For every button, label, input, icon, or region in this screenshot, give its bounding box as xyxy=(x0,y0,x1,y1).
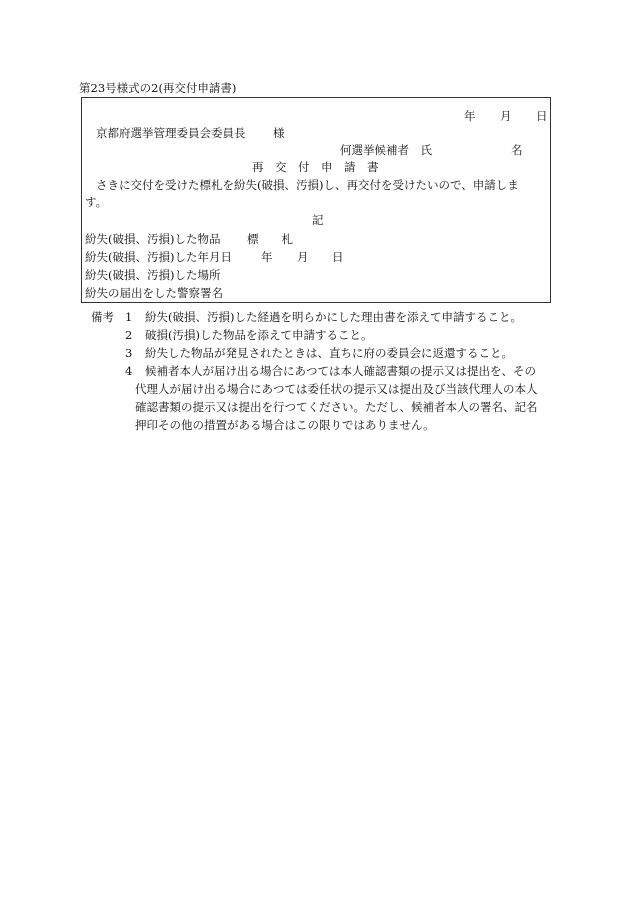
note-4-line-2: 代理人が届け出る場合にあつては委任状の提示又は提出及び当該代理人の本人 xyxy=(135,382,538,396)
item-date-year: 年 xyxy=(261,250,273,264)
item-date-day: 日 xyxy=(332,250,344,264)
item-label-article: 紛失(破損、汚損)した物品 xyxy=(85,232,221,246)
item-label-place: 紛失(破損、汚損)した場所 xyxy=(85,268,221,282)
candidate-name-suffix: 名 xyxy=(511,143,523,157)
candidate-label: 何選挙候補者 氏 xyxy=(340,143,432,157)
item-label-date: 紛失(破損、汚損)した年月日 xyxy=(85,250,232,264)
ki-heading: 記 xyxy=(312,213,324,227)
date-day: 日 xyxy=(536,109,548,123)
document-title: 再 交 付 申 請 書 xyxy=(252,160,379,174)
note-4-line-3: 確認書類の提示又は提出を行つてください。ただし、候補者本人の署名、記名 xyxy=(135,400,538,414)
body-line-2: す。 xyxy=(85,195,108,209)
note-4-line-1: 候補者本人が届け出る場合にあつては本人確認書類の提示又は提出を、その xyxy=(145,364,536,378)
item-label-police: 紛失の届出をした警察署名 xyxy=(85,286,223,300)
item-date-month: 月 xyxy=(297,250,309,264)
note-4-number: 4 xyxy=(125,364,133,378)
note-1-line-1: 紛失(破損、汚損)した経過を明らかにした理由書を添えて申請すること。 xyxy=(145,310,522,324)
date-year: 年 xyxy=(464,109,476,123)
item-value-article: 標 札 xyxy=(247,232,293,246)
addressee: 京都府選挙管理委員会委員長 xyxy=(96,126,246,140)
notes-heading: 備考 xyxy=(91,310,114,324)
note-4-line-4: 押印その他の措置がある場合はこの限りではありません。 xyxy=(135,418,435,432)
date-month: 月 xyxy=(500,109,512,123)
body-line-1: さきに交付を受けた標札を紛失(破損、汚損)し、再交付を受けたいので、申請しま xyxy=(96,178,519,192)
note-3-number: 3 xyxy=(125,346,133,360)
note-2-line-1: 破損(汚損)した物品を添えて申請すること。 xyxy=(145,328,373,342)
addressee-suffix: 様 xyxy=(273,126,285,140)
note-1-number: 1 xyxy=(125,310,133,324)
note-3-line-1: 紛失した物品が発見されたときは、直ちに府の委員会に返還すること。 xyxy=(145,346,513,360)
note-2-number: 2 xyxy=(125,328,133,342)
form-title: 第23号様式の2(再交付申請書) xyxy=(79,81,237,95)
